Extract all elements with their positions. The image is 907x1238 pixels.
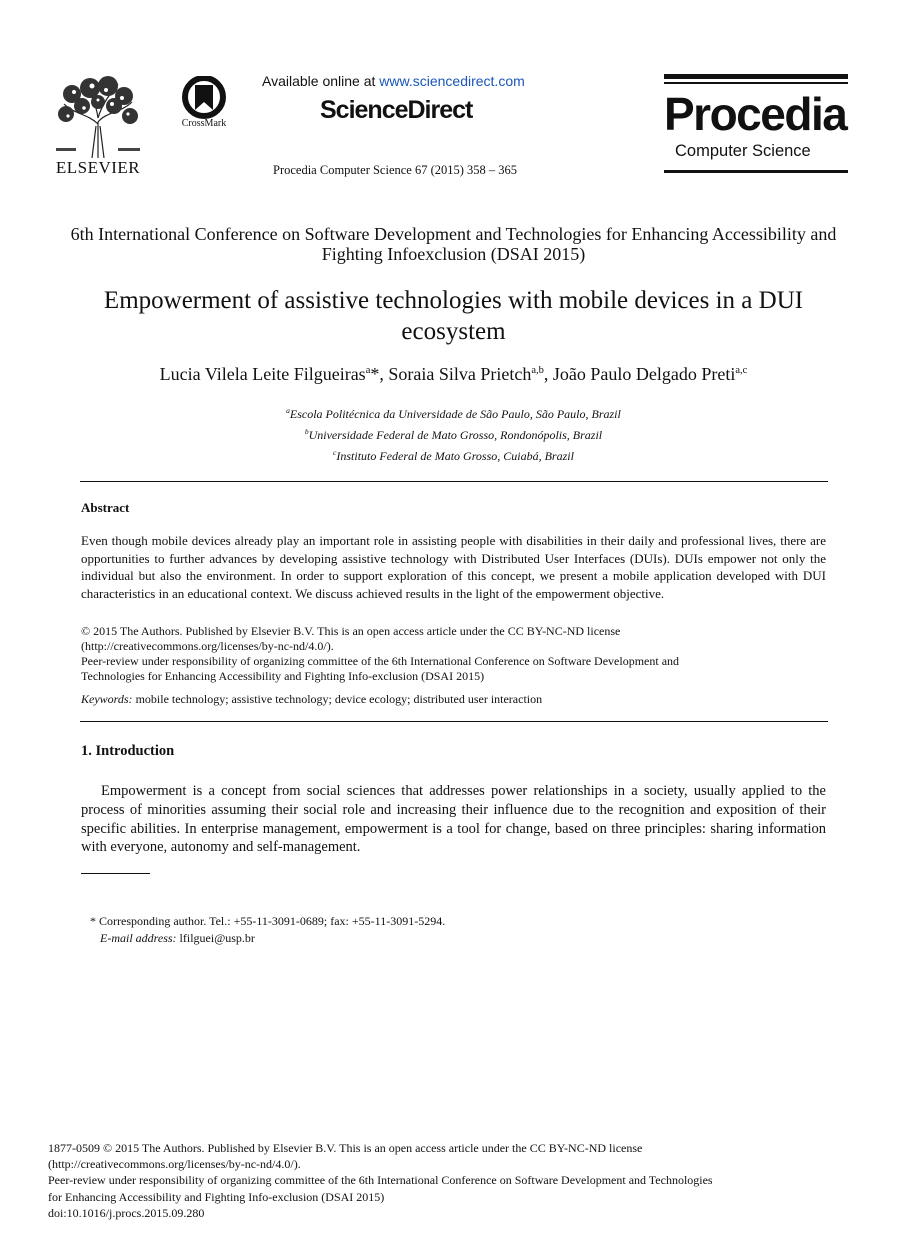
sciencedirect-brand: ScienceDirect <box>320 96 473 124</box>
sciencedirect-link[interactable]: www.sciencedirect.com <box>379 73 525 89</box>
affiliations <box>60 402 847 465</box>
procedia-rule-bottom <box>664 170 848 173</box>
section-heading-introduction: 1. Introduction <box>81 743 175 759</box>
journal-citation: Procedia Computer Science 67 (2015) 358 – 365 <box>273 163 518 177</box>
paper-title: Empowerment of assistive technologies with mobile devices in a DUI ecosystem <box>103 287 804 345</box>
author-name: Lucia Vilela Leite Filgueiras <box>159 364 366 384</box>
affiliation-item: $^a$Escola Politécnica da Universidade de São Paulo, São Paulo, Brazil <box>286 406 621 421</box>
keywords: Keywords: mobile technology; assistive technology; device ecology; distributed user interaction <box>81 692 543 706</box>
crossmark-label: CrossMark <box>181 118 227 129</box>
publisher-name: ELSEVIER <box>55 158 141 177</box>
author-list: Lucia Vilela Leite Filgueiras$^a$*, Soraia Silva Prietch$^{a,b}$, João Paulo Delgado Preti$^{a,c}$ <box>159 364 748 384</box>
divider <box>80 481 828 482</box>
abstract-body: Even though mobile devices already play an important role in assisting people with disabilities in their daily and professional lives, there are opportunities to further advances by developing assistive technology with Distributed User Interfaces (DUIs). DUIs empower not only the individual but also the environment. In order to support exploration of this concept, we present a mobile application developed with DUI characteristics in an educational context. We discuss achieved results in the light of the empowerment objective. <box>81 533 826 601</box>
procedia-title: Procedia <box>664 88 847 140</box>
peer-review-notice: Peer-review under responsibility of organizing committee of the 6th International Conference on Software Development and Technologies for Enhancing Accessibility and Fighting Info-exclusion (DSAI 2015) <box>81 654 680 683</box>
affiliation-item: $^c$Instituto Federal de Mato Grosso, Cuiabá, Brazil <box>333 448 574 463</box>
author-email[interactable]: lfilguei@usp.br <box>176 930 255 945</box>
elsevier-tree-logo <box>52 74 144 158</box>
copyright-notice: © 2015 The Authors. Published by Elsevier B.V. This is an open access article under the CC BY-NC-ND license (http://creativecommons.org/licenses/by-nc-nd/4.0/). <box>81 624 826 654</box>
doi[interactable]: doi:10.1016/j.procs.2015.09.280 <box>48 1205 205 1220</box>
procedia-rule-top-thin <box>664 82 848 84</box>
author-sup: a,c <box>735 365 748 376</box>
procedia-rule-top <box>664 74 848 79</box>
abstract-heading: Abstract <box>81 500 130 515</box>
license-link[interactable]: (http://creativecommons.org/licenses/by-nc-nd/4.0/). <box>81 639 334 653</box>
footnote-divider <box>81 873 150 874</box>
page-footer: 1877-0509 © 2015 The Authors. Published by Elsevier B.V. This is an open access article under the CC BY-NC-ND license (http://creativecommons.org/licenses/by-nc-nd/4.0/). Peer-review under responsibility of organizing committee of the 6th International Conference on Software Development and Technologies for Enhancing Accessibility and Fighting Info-exclusion (DSAI 2015) doi:10.1016/j.procs.2015.09.280 <box>48 1140 848 1221</box>
footer-license-link[interactable]: (http://creativecommons.org/licenses/by-nc-nd/4.0/). <box>48 1157 301 1172</box>
author-name: João Paulo Delgado Preti <box>552 364 736 384</box>
author-sup: a,b <box>531 365 544 376</box>
author-name: Soraia Silva Prietch <box>388 364 532 384</box>
corresponding-author-footnote: * Corresponding author. Tel.: +55-11-3091-0689; fax: +55-11-3091-5294. E-mail address: lfilguei@usp.br <box>90 914 446 945</box>
author-sup: a <box>365 365 371 376</box>
affiliation-item: $^b$Universidade Federal de Mato Grosso, Rondonópolis, Brazil <box>304 427 603 442</box>
introduction-paragraph: Empowerment is a concept from social sciences that addresses power relationships in a society, usually applied to the process of minorities assuming their social role and increasing their influence due to the recognition and exposition of their specific abilities. In enterprise management, empowerment is a tool for change, based on three principles: sharing information with everyone, autonomy and self-management. <box>81 783 826 856</box>
procedia-subtitle: Computer Science <box>675 142 811 160</box>
conference-name: 6th International Conference on Software Development and Technologies for Enhancing Accessibility and Fighting Infoexclusion (DSAI 2015) <box>70 224 837 264</box>
crossmark-icon[interactable] <box>178 76 230 120</box>
divider <box>80 721 828 722</box>
availability-line: Available online at www.sciencedirect.com <box>262 73 525 89</box>
